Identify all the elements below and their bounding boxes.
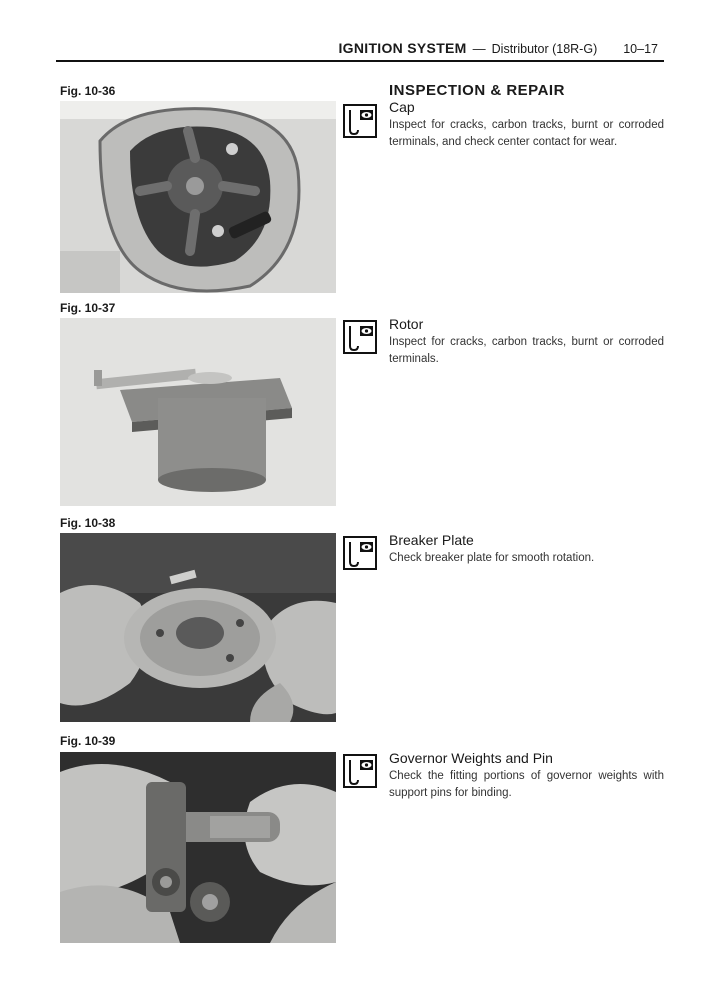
page-number: 10–17 bbox=[623, 42, 658, 56]
section-heading: INSPECTION & REPAIR bbox=[389, 82, 565, 99]
rotor-photo bbox=[60, 318, 336, 506]
inspect-eye-icon bbox=[343, 536, 377, 570]
header-rule bbox=[56, 60, 664, 62]
governor-weights-photo bbox=[60, 752, 336, 943]
header-subsystem: Distributor (18R-G) bbox=[491, 42, 598, 56]
page-header bbox=[56, 38, 664, 62]
inspect-eye-icon bbox=[343, 754, 377, 788]
header-dash: — bbox=[472, 41, 486, 56]
breaker-plate-photo bbox=[60, 533, 336, 722]
item-title-governor-weights: Governor Weights and Pin bbox=[389, 750, 553, 766]
item-body-cap: Inspect for cracks, carbon tracks, burnt or corroded terminals, and check center contact for wear. bbox=[389, 119, 664, 148]
header-text bbox=[338, 40, 658, 56]
inspect-eye-icon bbox=[343, 104, 377, 138]
inspect-eye-icon bbox=[343, 320, 377, 354]
figure-label: Fig. 10-39 bbox=[60, 734, 116, 748]
item-title-breaker-plate: Breaker Plate bbox=[389, 532, 474, 548]
item-body-rotor: Inspect for cracks, carbon tracks, burnt or corroded terminals. bbox=[389, 336, 664, 365]
figure-label: Fig. 10-38 bbox=[60, 516, 116, 530]
figure-label: Fig. 10-37 bbox=[60, 301, 116, 315]
item-body-breaker-plate: Check breaker plate for smooth rotation. bbox=[389, 552, 595, 564]
item-title-cap: Cap bbox=[389, 99, 415, 115]
figure-label: Fig. 10-36 bbox=[60, 84, 116, 98]
distributor-cap-photo bbox=[60, 101, 336, 293]
item-title-rotor: Rotor bbox=[389, 316, 424, 332]
item-body-governor-weights: Check the fitting portions of governor weights with support pins for binding. bbox=[389, 770, 664, 799]
header-system-title: IGNITION SYSTEM bbox=[338, 40, 467, 56]
